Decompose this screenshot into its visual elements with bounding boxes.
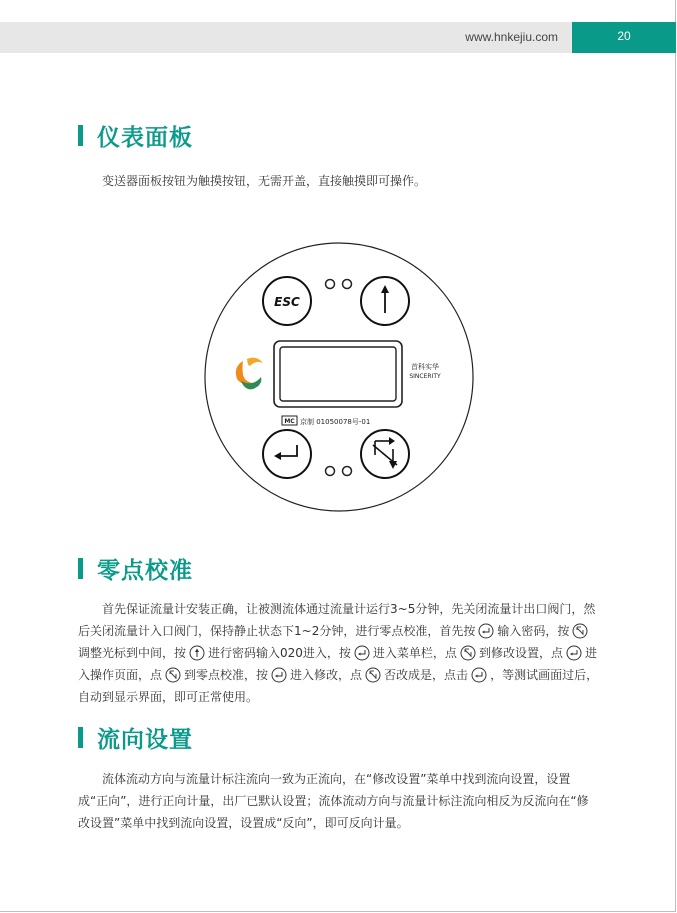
- shift-down-button[interactable]: [361, 430, 409, 478]
- enter-key-icon: [566, 645, 582, 661]
- flow-direction-text: 流体流动方向与流量计标注流向一致为正流向，在“修改设置”菜单中找到流向设置，设置成“正向”，进行正向计量，出厂已默认设置；流体流动方向与流量计标注流向相反为反流向在“修改设置”菜单中找到流向设置，设置成“反向”，即可反向计量。: [78, 772, 589, 830]
- website-url[interactable]: www.hnkejiu.com: [465, 30, 558, 44]
- heading-accent-bar: [78, 558, 83, 579]
- up-button[interactable]: [361, 277, 409, 325]
- up-key-icon: [189, 645, 205, 661]
- section-title: 流向设置: [97, 726, 193, 753]
- cert-text: 京制 01050078号-01: [300, 418, 371, 426]
- esc-label: ESC: [274, 295, 300, 309]
- indicator-led: [343, 467, 352, 476]
- section-title: 仪表面板: [97, 124, 193, 151]
- brand-name-cn: 首科实华: [411, 363, 439, 371]
- page-number: 20: [617, 29, 631, 43]
- display-screen: [280, 347, 396, 401]
- heading-accent-bar: [78, 125, 83, 146]
- indicator-led: [326, 280, 335, 289]
- panel-intro: 变送器面板按钮为触摸按钮，无需开盖，直接触摸即可操作。: [102, 174, 427, 188]
- enter-key-icon: [354, 645, 370, 661]
- section-title: 零点校准: [97, 557, 193, 584]
- shift-key-icon: [460, 645, 476, 661]
- esc-button[interactable]: [263, 277, 311, 325]
- enter-button[interactable]: [263, 430, 311, 478]
- indicator-led: [343, 280, 352, 289]
- enter-key-icon: [271, 667, 287, 683]
- heading-accent-bar: [78, 727, 83, 748]
- section-heading-zero: [78, 551, 193, 585]
- brand-name-en: SINCERITY: [409, 373, 441, 380]
- section-heading-panel: [78, 118, 193, 152]
- shift-key-icon: [165, 667, 181, 683]
- enter-key-icon: [471, 667, 487, 683]
- enter-key-icon: [478, 623, 494, 639]
- device-panel-illustration: [203, 241, 475, 513]
- page-number-box: [572, 22, 676, 53]
- header-bar: [0, 22, 572, 53]
- shift-key-icon: [365, 667, 381, 683]
- section-heading-direction: [78, 720, 193, 754]
- svg-text:MC: MC: [284, 418, 295, 425]
- zero-calibration-text: 首先保证流量计安装正确，让被测流体通过流量计运行3~5分钟，先关闭流量计出口阀门，然后关闭流量计入口阀门，保持静止状态下1~2分钟，进行零点校准，首先按 输入密码，按调整光标到中间，按 进行密码输入020进入，按 进入菜单栏，点 到修改设置，点 进入操作页面，点 到零点校准，按 进入修改，点 否改成是，点击 ，等测试画面过后，自动到显示界面，即可正常使用。: [78, 602, 599, 704]
- indicator-led: [326, 467, 335, 476]
- shift-key-icon: [572, 623, 588, 639]
